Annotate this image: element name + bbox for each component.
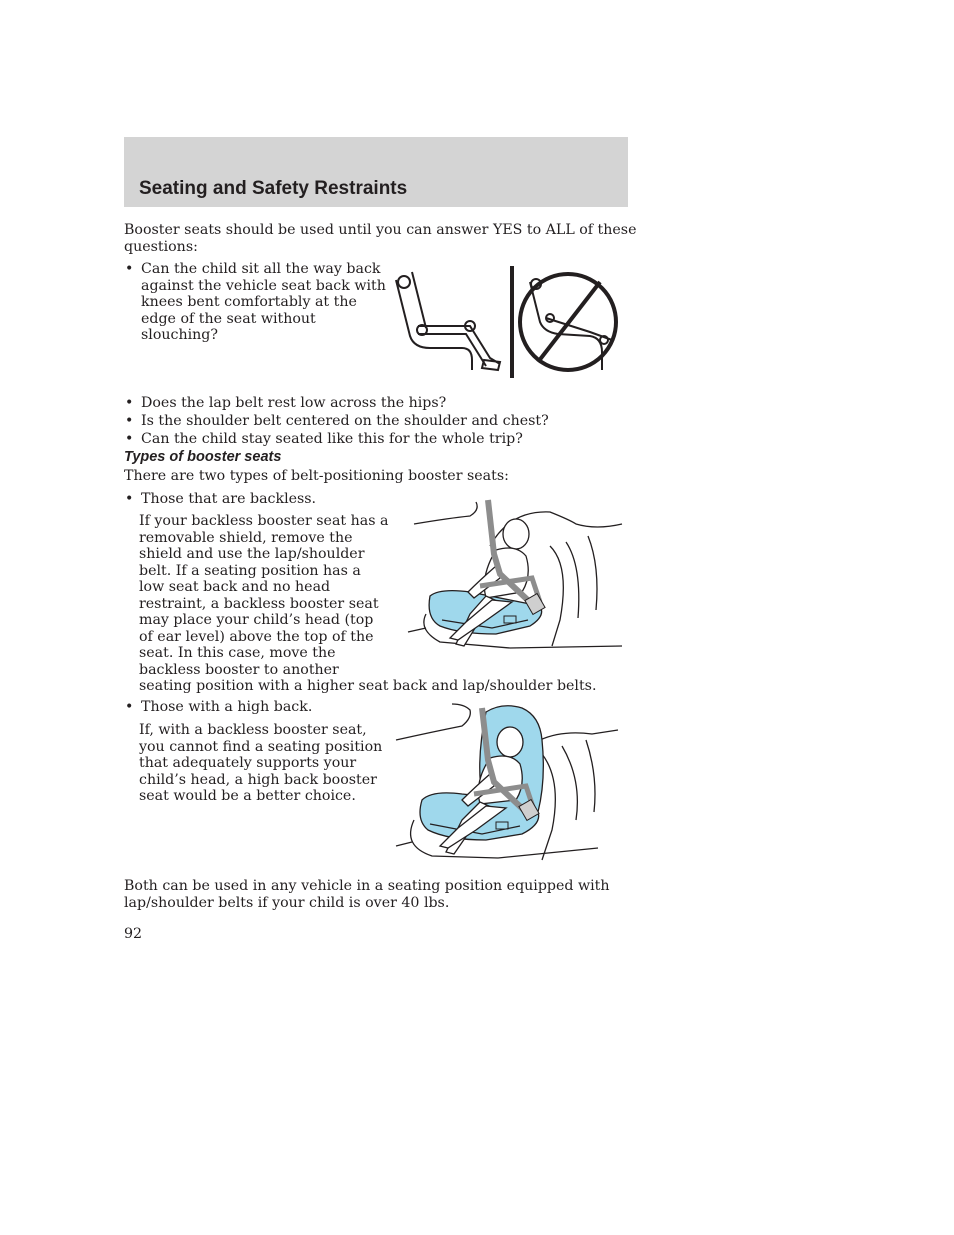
page-number: 92 [124,926,143,942]
types-intro: There are two types of belt-positioning booster seats: [124,468,509,484]
bullet-marker: • [125,491,134,507]
backless-bullet: Those that are backless. [141,491,317,507]
high-back-booster-illustration [392,700,622,862]
highback-paragraph [139,722,382,805]
question-1-line: against the vehicle seat back with [141,277,386,294]
closing-paragraph [124,878,610,911]
section-title: Seating and Safety Restraints [139,178,408,199]
question-3: Is the shoulder belt centered on the shoulder and chest? [141,413,549,429]
backless-line: may place your child’s head (top [139,612,374,628]
question-1-line: slouching? [141,327,218,343]
bullet-marker: • [125,395,134,411]
question-1-line: edge of the seat without [141,310,316,327]
intro-line: Booster seats should be used until you can answer YES to ALL of these [124,222,637,238]
backless-line: backless booster to another [139,661,339,678]
bullet-marker: • [125,413,134,429]
question-2: Does the lap belt rest low across the hips? [141,395,447,411]
seating-posture-illustration [390,262,630,382]
closing-line: lap/shoulder belts if your child is over 40 lbs. [124,894,450,911]
intro-line: questions: [124,238,198,255]
closing-line: Both can be used in any vehicle in a seating position equipped with [124,878,610,894]
question-4: Can the child stay seated like this for the whole trip? [141,431,523,447]
highback-line: you cannot find a seating position [139,738,383,755]
backless-line: shield and use the lap/shoulder [139,546,365,562]
types-heading: Types of booster seats [124,449,282,465]
backless-booster-illustration [400,496,626,656]
backless-line: seating position with a higher seat back and lap/shoulder belts. [139,678,597,694]
bullet-marker: • [125,431,134,447]
backless-line: belt. If a seating position has a [139,562,361,579]
question-1-line: knees bent comfortably at the [141,294,357,310]
highback-line: seat would be a better choice. [139,788,356,804]
intro-paragraph [124,222,636,255]
backless-line: of ear level) above the top of the [139,628,374,645]
backless-line: If your backless booster seat has a [139,513,389,529]
question-1-line: Can the child sit all the way back [141,261,381,277]
bullet-marker: • [125,261,134,277]
highback-line: If, with a backless booster seat, [139,722,367,738]
backless-line: restraint, a backless booster seat [139,595,379,612]
highback-line: that adequately supports your [139,755,357,771]
highback-line: child’s head, a high back booster [139,771,377,788]
backless-line: removable shield, remove the [139,529,353,546]
highback-bullet: Those with a high back. [141,699,313,715]
question-1 [141,261,386,344]
backless-line: seat. In this case, move the [139,645,336,661]
backless-line: low seat back and no head [139,579,331,595]
bullet-marker: • [125,699,134,715]
